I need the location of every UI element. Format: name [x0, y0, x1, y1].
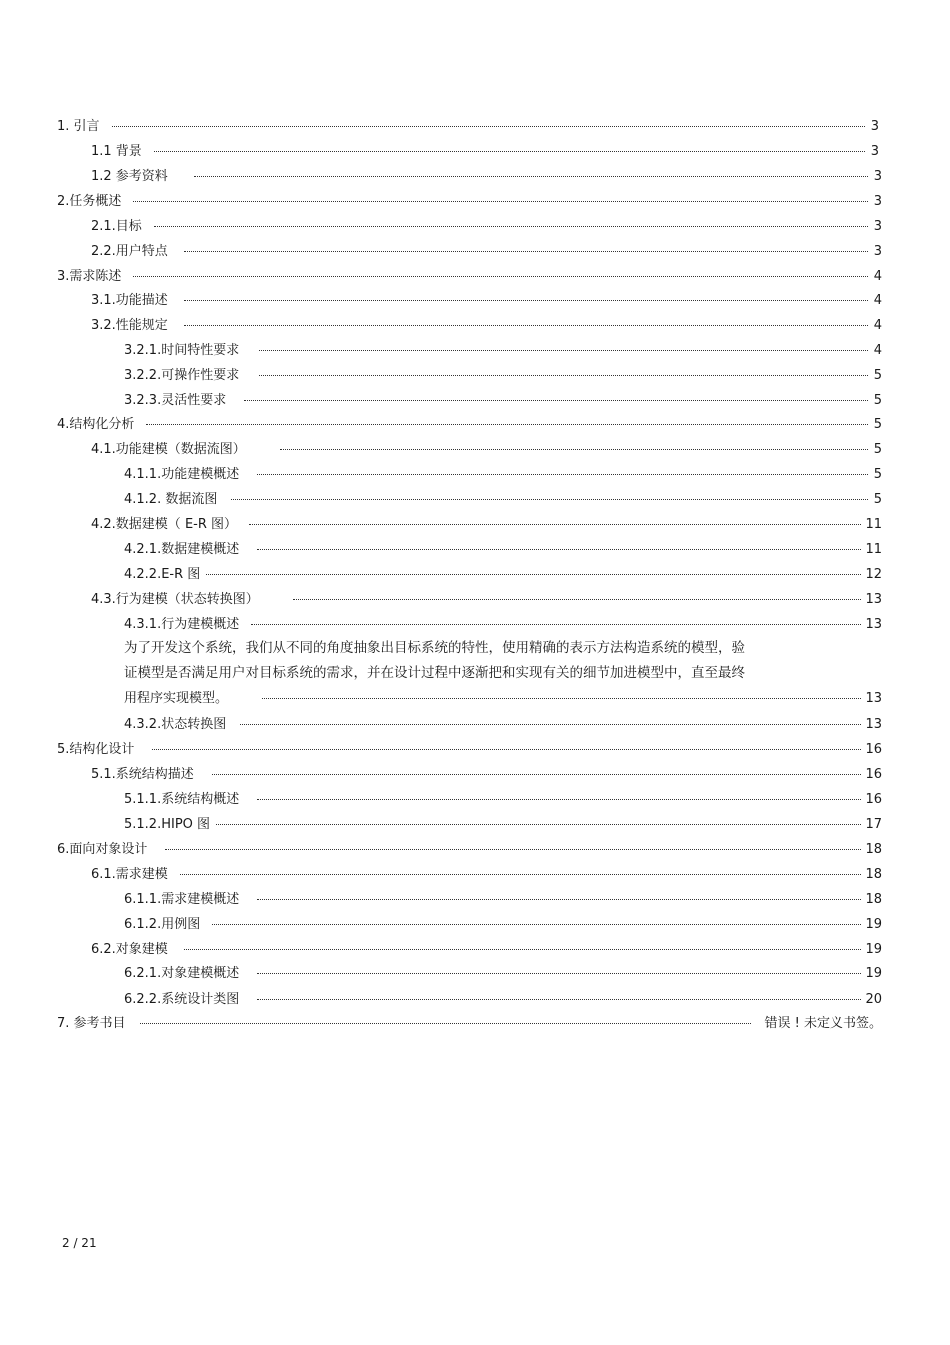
toc-entry[interactable]: [124, 790, 882, 810]
toc-entry-label: 3.2.3.灵活性要求: [124, 393, 227, 408]
toc-entry[interactable]: [124, 815, 882, 835]
toc-entry[interactable]: [124, 341, 882, 361]
toc-entry-label: 4.1.1.功能建模概述: [124, 467, 240, 482]
toc-entry[interactable]: [124, 990, 882, 1010]
toc-entry[interactable]: [57, 267, 882, 287]
toc-note-line: 证模型是否满足用户对目标系统的需求，并在设计过程中逐渐把和实现有关的细节加进模型中，直至最终: [124, 665, 745, 681]
toc-leader-dots: [262, 697, 861, 699]
toc-entry-page: 5: [873, 492, 882, 507]
page-indicator: 2 / 21: [62, 1236, 97, 1250]
toc-entry-page: 3: [870, 144, 879, 159]
toc-leader-dots: [152, 748, 861, 750]
toc-entry-page: 5: [873, 417, 882, 432]
toc-entry-page: 5: [873, 467, 882, 482]
toc-entry-label: 7. 参考书目: [57, 1016, 126, 1031]
toc-leader-dots: [154, 150, 865, 152]
toc-leader-dots: [244, 399, 868, 401]
toc-leader-dots: [257, 898, 861, 900]
toc-entry[interactable]: [57, 840, 882, 860]
toc-entry-label: 4.2.数据建模（ E-R 图）: [91, 517, 238, 532]
toc-entry-page: 18: [865, 867, 882, 882]
toc-entry[interactable]: [57, 117, 879, 137]
toc-leader-dots: [257, 798, 861, 800]
toc-entry-label: 4.1.功能建模（数据流图）: [91, 442, 246, 457]
toc-leader-dots: [257, 998, 861, 1000]
toc-leader-dots: [257, 473, 868, 475]
toc-entry-label: 1.1 背景: [91, 144, 142, 159]
toc-entry-label: 6.1.1.需求建模概述: [124, 892, 240, 907]
toc-entry-page: 19: [865, 966, 882, 981]
toc-leader-dots: [259, 374, 868, 376]
toc-entry[interactable]: [57, 192, 882, 212]
toc-entry[interactable]: [57, 1014, 882, 1034]
toc-entry-page: 5: [873, 368, 882, 383]
toc-entry-label: 4.3.1.行为建模概述: [124, 617, 240, 632]
toc-entry[interactable]: [91, 217, 882, 237]
toc-entry-label: 4.3.2.状态转换图: [124, 717, 227, 732]
toc-entry-label: 6.2.1.对象建模概述: [124, 966, 240, 981]
toc-entry[interactable]: [91, 865, 882, 885]
toc-entry[interactable]: [124, 964, 882, 984]
toc-entry[interactable]: [91, 940, 882, 960]
toc-leader-dots: [293, 598, 862, 600]
toc-entry-page: 3: [870, 119, 879, 134]
toc-entry-page: 19: [865, 917, 882, 932]
toc-leader-dots: [212, 923, 861, 925]
toc-entry-label: 5.1.2.HIPO 图: [124, 817, 211, 832]
toc-entry-label: 1. 引言: [57, 119, 100, 134]
toc-entry-label: 4.2.2.E-R 图: [124, 567, 201, 582]
toc-entry-label: 6.1.需求建模: [91, 867, 168, 882]
toc-entry-label: 3.2.2.可操作性要求: [124, 368, 240, 383]
toc-entry[interactable]: [124, 490, 882, 510]
toc-entry-label: 6.2.2.系统设计类图: [124, 992, 240, 1007]
toc-entry-page: 20: [865, 992, 882, 1007]
toc-leader-dots: [216, 823, 861, 825]
toc-leader-dots: [133, 275, 868, 277]
toc-entry-label: 2.任务概述: [57, 194, 122, 209]
toc-entry[interactable]: [124, 391, 882, 411]
toc-leader-dots: [180, 873, 862, 875]
toc-entry-label: 1.2 参考资料: [91, 169, 168, 184]
toc-entry-page: 12: [865, 567, 882, 582]
toc-leader-dots: [184, 948, 862, 950]
toc-entry[interactable]: [91, 590, 882, 610]
toc-entry-label: 3.2.1.时间特性要求: [124, 343, 240, 358]
toc-leader-dots: [249, 523, 861, 525]
toc-entry[interactable]: [57, 415, 882, 435]
toc-entry-label: 3.1.功能描述: [91, 293, 168, 308]
toc-entry[interactable]: [124, 615, 882, 635]
toc-leader-dots: [184, 299, 868, 301]
toc-entry[interactable]: [124, 715, 882, 735]
toc-entry-page: 错误 ! 未定义书签。: [764, 1016, 882, 1031]
toc-entry[interactable]: [124, 565, 882, 585]
toc-entry[interactable]: [124, 540, 882, 560]
toc-entry-label: 5.结构化设计: [57, 742, 135, 757]
toc-entry[interactable]: [91, 242, 882, 262]
toc-entry-page: 4: [873, 343, 882, 358]
toc-leader-dots: [212, 773, 862, 775]
toc-leader-dots: [165, 848, 861, 850]
toc-entry-label: 4.1.2. 数据流图: [124, 492, 218, 507]
toc-leader-dots: [280, 448, 868, 450]
toc-leader-dots: [206, 573, 861, 575]
toc-entry-page: 18: [865, 892, 882, 907]
toc-entry-label: 2.2.用户特点: [91, 244, 168, 259]
toc-entry-page: 4: [873, 293, 882, 308]
toc-note-line: 为了开发这个系统，我们从不同的角度抽象出目标系统的特性，使用精确的表示方法构造系统的模型，验: [124, 640, 745, 656]
toc-entry[interactable]: [124, 689, 882, 709]
toc-leader-dots: [112, 125, 865, 127]
toc-leader-dots: [146, 423, 868, 425]
toc-leader-dots: [184, 250, 868, 252]
toc-entry[interactable]: [91, 167, 882, 187]
toc-entry-label: 5.1.1.系统结构概述: [124, 792, 240, 807]
toc-entry[interactable]: [91, 515, 882, 535]
toc-entry-label: 3.2.性能规定: [91, 318, 168, 333]
toc-entry-page: 3: [873, 169, 882, 184]
toc-entry-page: 5: [873, 393, 882, 408]
toc-entry[interactable]: [124, 465, 882, 485]
toc-leader-dots: [240, 723, 861, 725]
toc-entry-label: 6.2.对象建模: [91, 942, 168, 957]
toc-entry-page: 18: [865, 842, 882, 857]
toc-entry-page: 4: [873, 318, 882, 333]
toc-entry-label: 4.结构化分析: [57, 417, 135, 432]
toc-leader-dots: [194, 175, 868, 177]
toc-entry[interactable]: [91, 316, 882, 336]
toc-leader-dots: [154, 225, 868, 227]
toc-entry[interactable]: [124, 915, 882, 935]
toc-entry[interactable]: [124, 890, 882, 910]
toc-entry-page: 4: [873, 269, 882, 284]
toc-leader-dots: [140, 1022, 751, 1024]
toc-entry-page: 13: [865, 592, 882, 607]
toc-leader-dots: [133, 200, 868, 202]
toc-leader-dots: [257, 548, 861, 550]
toc-entry-label: 2.1.目标: [91, 219, 142, 234]
toc-entry-page: 16: [865, 792, 882, 807]
toc-entry-page: 11: [865, 517, 882, 532]
toc-entry-page: 11: [865, 542, 882, 557]
toc-entry[interactable]: [57, 740, 882, 760]
toc-entry-page: 16: [865, 767, 882, 782]
toc-entry-page: 3: [873, 219, 882, 234]
toc-entry[interactable]: [91, 142, 879, 162]
toc-entry-label: 6.1.2.用例图: [124, 917, 201, 932]
toc-entry[interactable]: [124, 366, 882, 386]
toc-entry-label: 6.面向对象设计: [57, 842, 148, 857]
toc-entry-label: 5.1.系统结构描述: [91, 767, 194, 782]
toc-entry-label: 用程序实现模型。: [124, 691, 229, 706]
toc-leader-dots: [257, 972, 861, 974]
toc-leader-dots: [259, 349, 868, 351]
toc-entry-page: 13: [865, 617, 882, 632]
toc-leader-dots: [251, 623, 861, 625]
toc-entry-label: 3.需求陈述: [57, 269, 122, 284]
toc-entry-page: 13: [865, 717, 882, 732]
toc-entry[interactable]: [91, 765, 882, 785]
toc-entry-label: 4.3.行为建模（状态转换图）: [91, 592, 259, 607]
toc-entry-page: 19: [865, 942, 882, 957]
toc-entry-page: 17: [865, 817, 882, 832]
toc-leader-dots: [184, 324, 868, 326]
toc-entry-page: 5: [873, 442, 882, 457]
toc-entry-page: 16: [865, 742, 882, 757]
toc-entry-page: 3: [873, 244, 882, 259]
toc-leader-dots: [231, 498, 868, 500]
toc-entry[interactable]: [91, 291, 882, 311]
toc-entry-page: 3: [873, 194, 882, 209]
toc-entry[interactable]: [91, 440, 882, 460]
toc-entry-page: 13: [865, 691, 882, 706]
toc-entry-label: 4.2.1.数据建模概述: [124, 542, 240, 557]
